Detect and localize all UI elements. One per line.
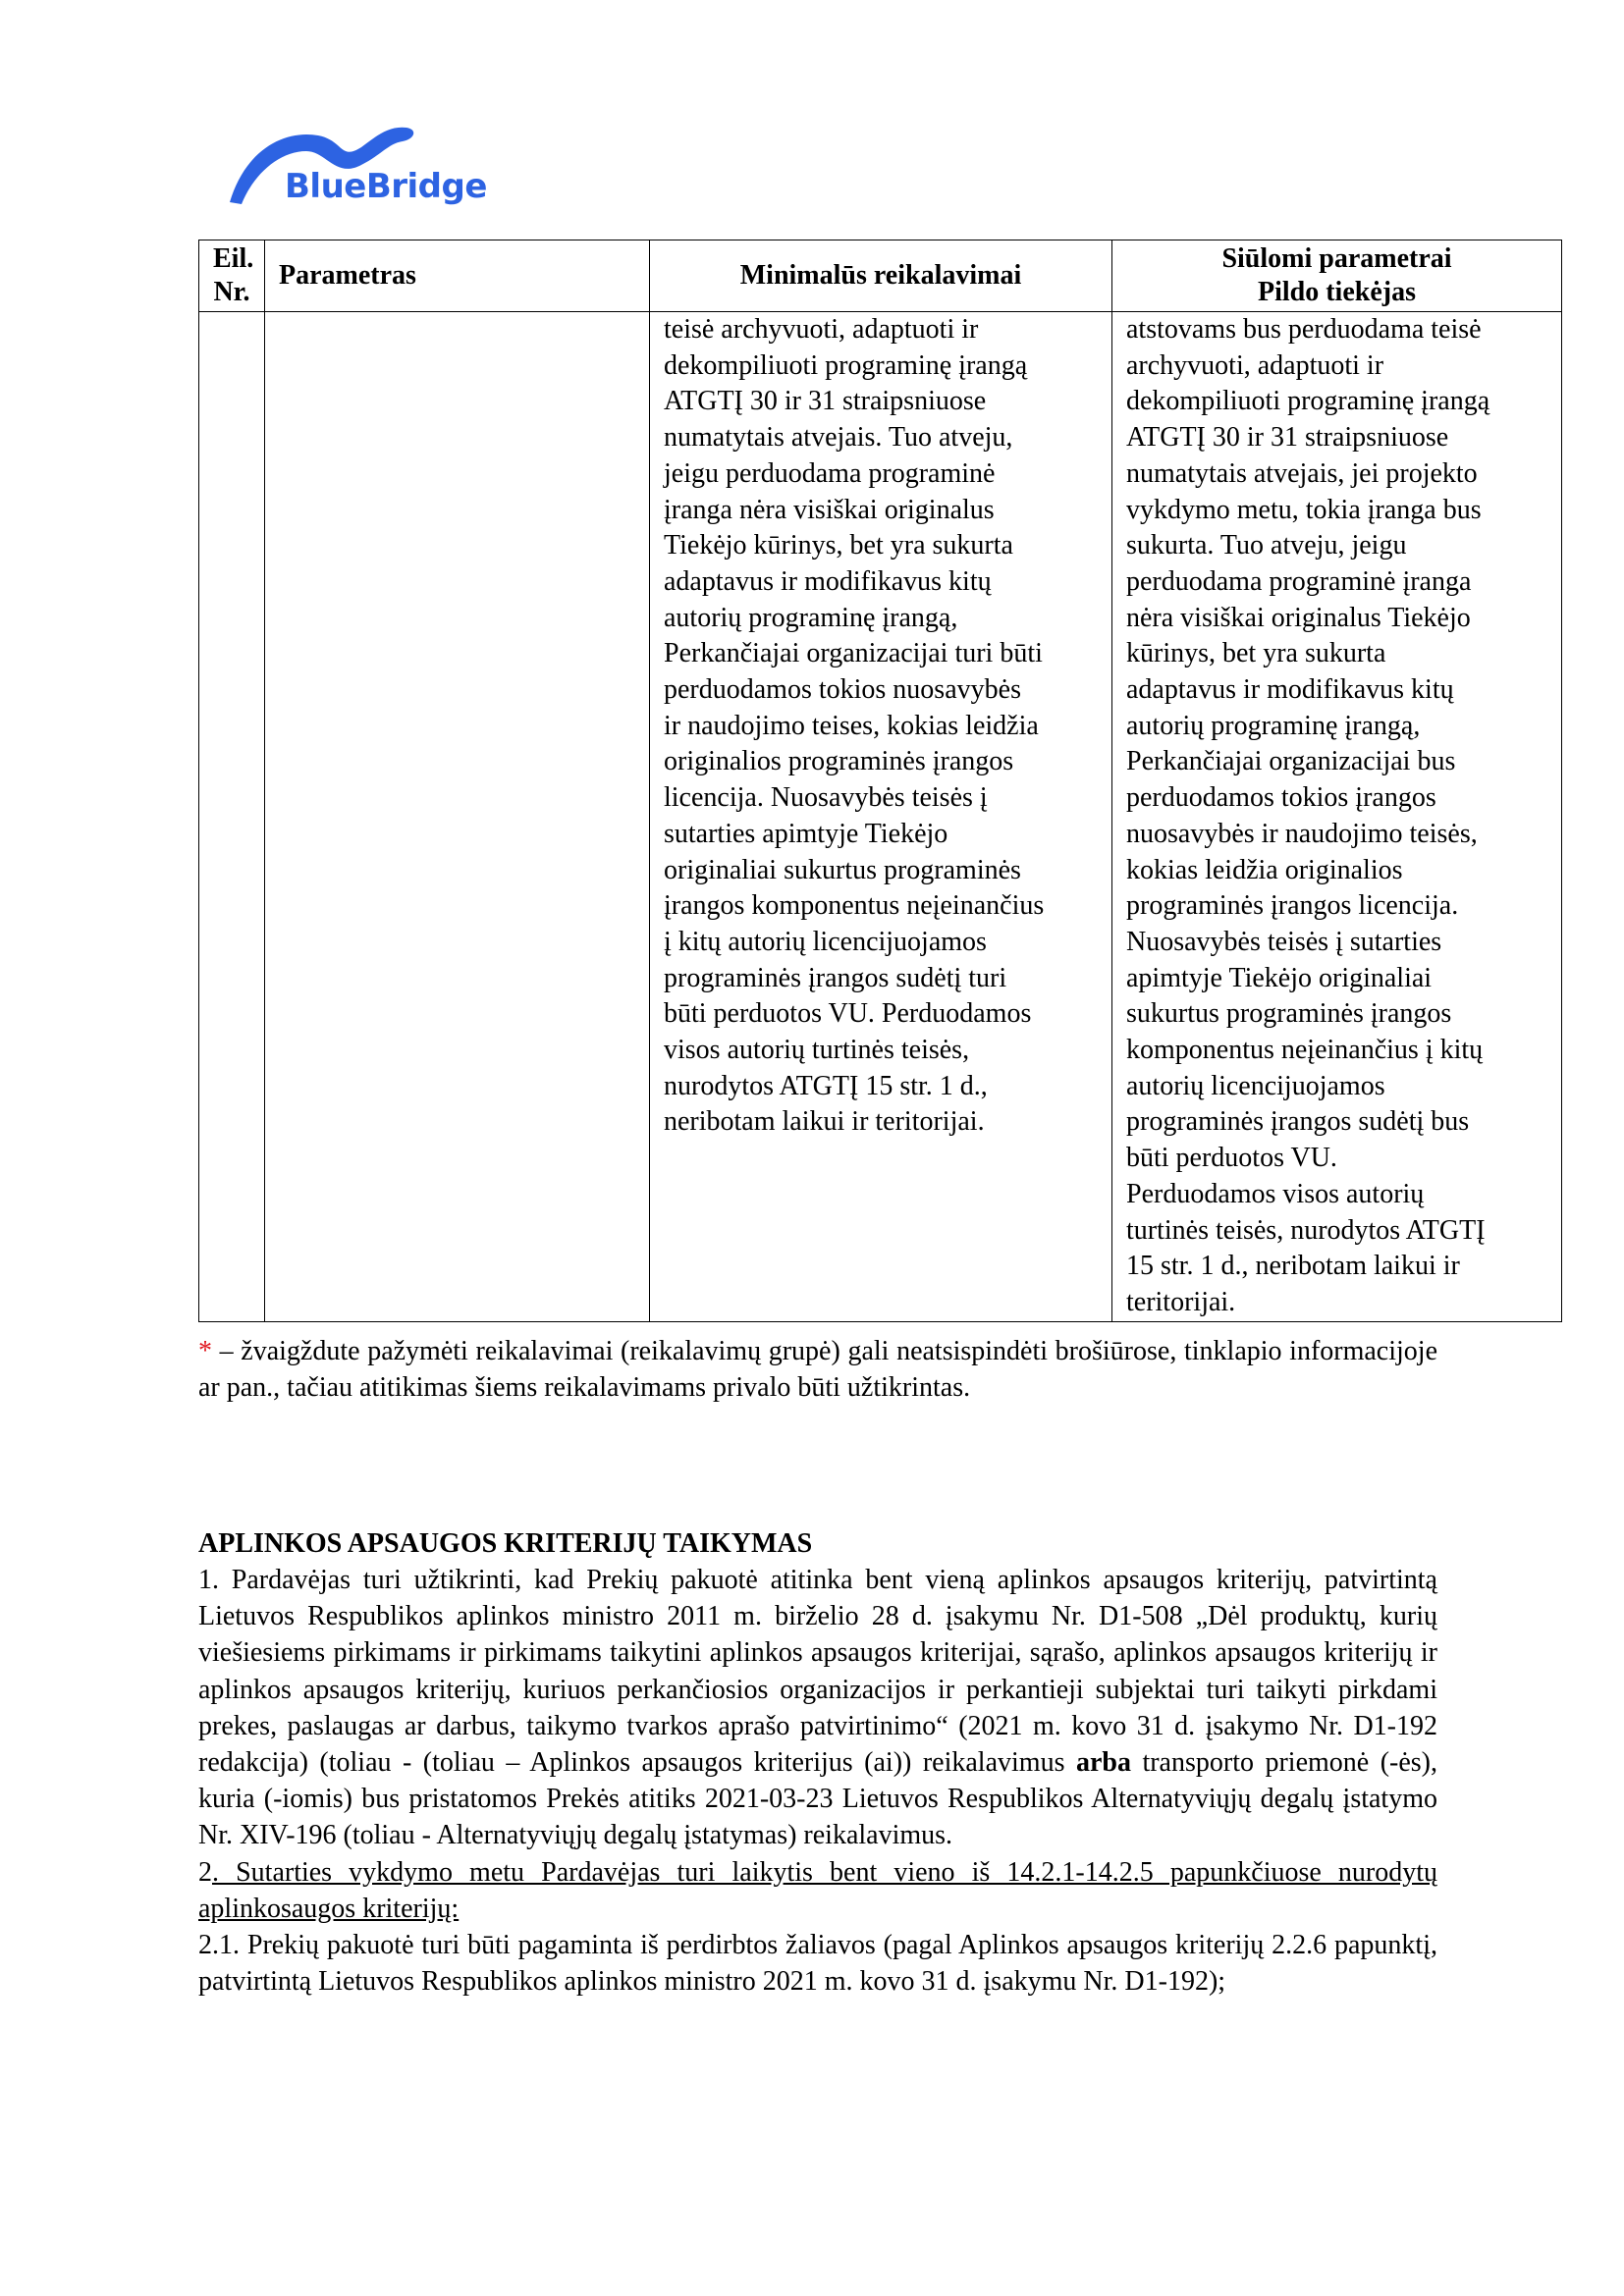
header-nr-line2: Nr. (213, 277, 250, 307)
paragraph-1-text-b: transporto priemonė (-ės), kuria (-iomis) bus pristatomos Prekės atitiks 2021-03-23 Lietuvos Respublikos Alternatyviųjų degalų įstatymo Nr. XIV-196 (toliau - Alternatyviųjų degalų įstatymas) reikalavimus. (198, 1747, 1437, 1851)
header-nr (199, 240, 265, 312)
paragraph-2 (198, 1854, 1437, 1927)
header-offer-line1: Siūlomi parametrai (1221, 243, 1452, 274)
bluebridge-logo (224, 122, 489, 212)
paragraph-1 (198, 1562, 1437, 1854)
cell-offered-parameters: atstovams bus perduodama teisė archyvuoti, adaptuoti ir dekompiliuoti programinę įrangą ATGTĮ 30 ir 31 straipsniuose numatytais atvejais, jei projekto vykdymo metu, tokia įranga bus sukurta. Tuo atveju, jeigu perduodama programinė įranga nėra visiškai originalus Tiekėjo kūrinys, bet yra sukurta adaptavus ir modifikavus kitų autorių programinę įrangą, Perkančiajai organizacijai bus perduodamos tokios įrangos nuosavybės ir naudojimo teisės, kokias leidžia originalios programinės įrangos licencija. Nuosavybės teisės į sutarties apimtyje Tiekėjo originaliai sukurtus programinės įrangos komponentus neįeinančius į kitų autorių licencijuojamos programinės įrangos sudėtį bus būti perduotos VU. Perduodamos visos autorių turtinės teisės, nurodytos ATGTĮ 15 str. 1 d., neribotam laikui ir teritorijai. (1112, 312, 1562, 1322)
table-row (199, 312, 1562, 1322)
environmental-criteria-section (198, 1525, 1437, 2000)
paragraph-3: 2.1. Prekių pakuotė turi būti pagaminta iš perdirbtos žaliavos (pagal Aplinkos apsaugos kriterijų 2.2.6 papunktį, patvirtintą Lietuvos Respublikos aplinkos ministro 2021 m. kovo 31 d. įsakymu Nr. D1-192); (198, 1930, 1437, 1998)
paragraph-1-bold: arba (1075, 1747, 1131, 1779)
cell-param (265, 312, 650, 1322)
header-offer-line2: Pildo tiekėjas (1258, 277, 1416, 307)
header-param: Parametras (265, 240, 650, 312)
paragraph-2-number: 2 (198, 1856, 212, 1888)
header-min: Minimalūs reikalavimai (650, 240, 1112, 312)
parameters-table (198, 240, 1562, 1322)
footnote-text: – žvaigždute pažymėti reikalavimai (reikalavimų grupė) gali neatsispindėti brošiūrose, tinklapio informacijoje ar pan., tačiau atitikimas šiems reikalavimams privalo būti užtikrintas. (198, 1336, 1437, 1403)
cell-min-requirements: teisė archyvuoti, adaptuoti ir dekompiliuoti programinę įrangą ATGTĮ 30 ir 31 straipsniuose numatytais atvejais. Tuo atveju, jeigu perduodama programinė įranga nėra visiškai originalus Tiekėjo kūrinys, bet yra sukurta adaptavus ir modifikavus kitų autorių programinę įrangą, Perkančiajai organizacijai turi būti perduodamos tokios nuosavybės ir naudojimo teises, kokias leidžia originalios programinės įrangos licencija. Nuosavybės teisės į sutarties apimtyje Tiekėjo originaliai sukurtus programinės įrangos komponentus neįeinančius į kitų autorių licencijuojamos programinės įrangos sudėtį turi būti perduotos VU. Perduodamos visos autorių turtinės teisės, nurodytos ATGTĮ 15 str. 1 d., neribotam laikui ir teritorijai. (650, 312, 1112, 1322)
footnote (198, 1333, 1437, 1406)
header-nr-line1: Eil. (213, 243, 254, 274)
section-title: APLINKOS APSAUGOS KRITERIJŲ TAIKYMAS (198, 1528, 813, 1559)
table-header-row (199, 240, 1562, 312)
footnote-star: * (198, 1336, 212, 1366)
header-offer (1112, 240, 1562, 312)
logo-text: BlueBridge (285, 167, 487, 206)
cell-nr (199, 312, 265, 1322)
paragraph-2-underlined: . Sutarties vykdymo metu Pardavėjas turi laikytis bent vieno iš 14.2.1-14.2.5 papunkčiuose nurodytų aplinkosaugos kriterijų: (198, 1856, 1437, 1924)
paragraph-1-text-a: 1. Pardavėjas turi užtikrinti, kad Prekių pakuotė atitinka bent vieną aplinkos apsaugos kriterijų, patvirtintą Lietuvos Respublikos aplinkos ministro 2011 m. birželio 28 d. įsakymu Nr. D1-508 „Dėl produktų, kurių viešiesiems pirkimams ir pirkimams taikytini aplinkos apsaugos kriterijai, sąrašo, aplinkos apsaugos kriterijų ir aplinkos apsaugos kriterijų, kuriuos perkančiosios organizacijos ir perkantieji subjektai turi taikyti pirkdami prekes, paslaugas ar darbus, taikymo tvarkos aprašo patvirtinimo“ (2021 m. kovo 31 d. įsakymo Nr. D1-192 redakcija) (toliau - (toliau – Aplinkos apsaugos kriterijus (ai)) reikalavimus (198, 1565, 1437, 1779)
